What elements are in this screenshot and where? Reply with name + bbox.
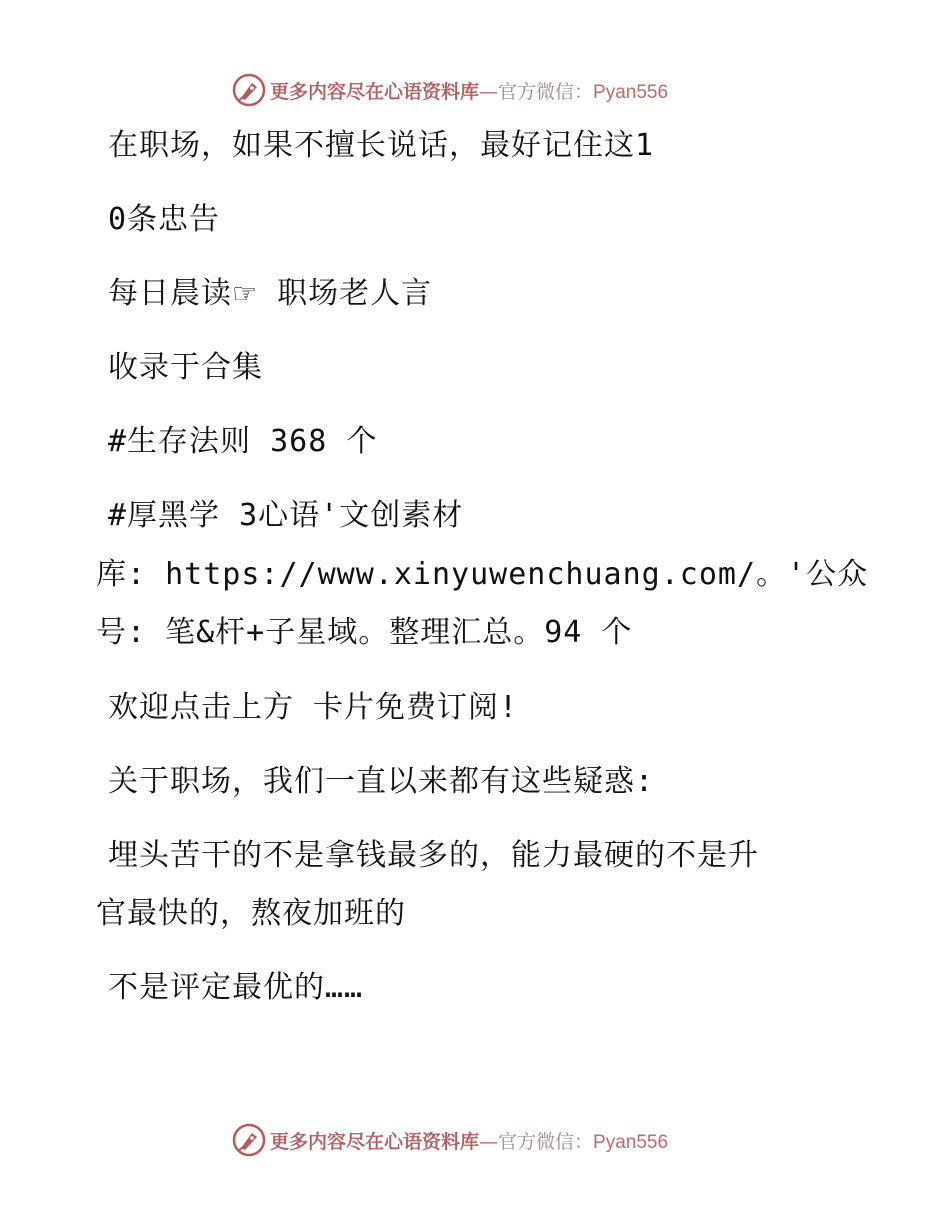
tag-thick-black-study: #厚黑学 3心语'文创素材	[108, 498, 464, 533]
paragraph-line-2: 官最快的，熬夜加班的	[96, 896, 406, 931]
banner-dash: —	[479, 80, 499, 103]
paragraph-line-3: 不是评定最优的……	[108, 970, 364, 1005]
banner-wechat-label: 官方微信：	[498, 80, 594, 103]
banner-text	[270, 1127, 668, 1154]
banner-site-name: 更多内容尽在心语资料库	[270, 1130, 480, 1153]
pointing-hand-icon: ☞	[232, 277, 259, 310]
watermark-line-1: 库: https://www.xinyuwenchuang.com/。'公众	[96, 557, 869, 592]
header-banner	[232, 72, 712, 108]
column-name	[108, 276, 432, 312]
watermark-line-2: 号: 笔&杆+子星域。整理汇总。94 个	[96, 615, 633, 650]
banner-text	[270, 77, 668, 104]
banner-dash: —	[479, 1130, 499, 1153]
article-title-line-1: 在职场，如果不擅长说话，最好记住这1	[108, 128, 655, 163]
banner-wechat-label: 官方微信：	[498, 1130, 594, 1153]
pen-nib-logo-icon	[232, 73, 266, 107]
collection-label: 收录于合集	[108, 350, 263, 385]
article-title-line-2: 0条忠告	[108, 202, 221, 237]
subscribe-prompt: 欢迎点击上方 卡片免费订阅!	[108, 690, 519, 725]
pen-nib-logo-icon	[232, 1123, 266, 1157]
banner-site-name: 更多内容尽在心语资料库	[270, 80, 480, 103]
banner-wechat-id: Pyan556	[593, 1131, 669, 1153]
question-intro: 关于职场，我们一直以来都有这些疑惑:	[108, 764, 655, 799]
footer-banner	[232, 1122, 712, 1158]
tag-survival-rules: #生存法则 368 个	[108, 424, 378, 459]
column-suffix: 职场老人言	[258, 276, 433, 311]
column-prefix: 每日晨读	[108, 276, 232, 311]
banner-wechat-id: Pyan556	[593, 81, 669, 103]
paragraph-line-1: 埋头苦干的不是拿钱最多的，能力最硬的不是升	[108, 838, 759, 873]
